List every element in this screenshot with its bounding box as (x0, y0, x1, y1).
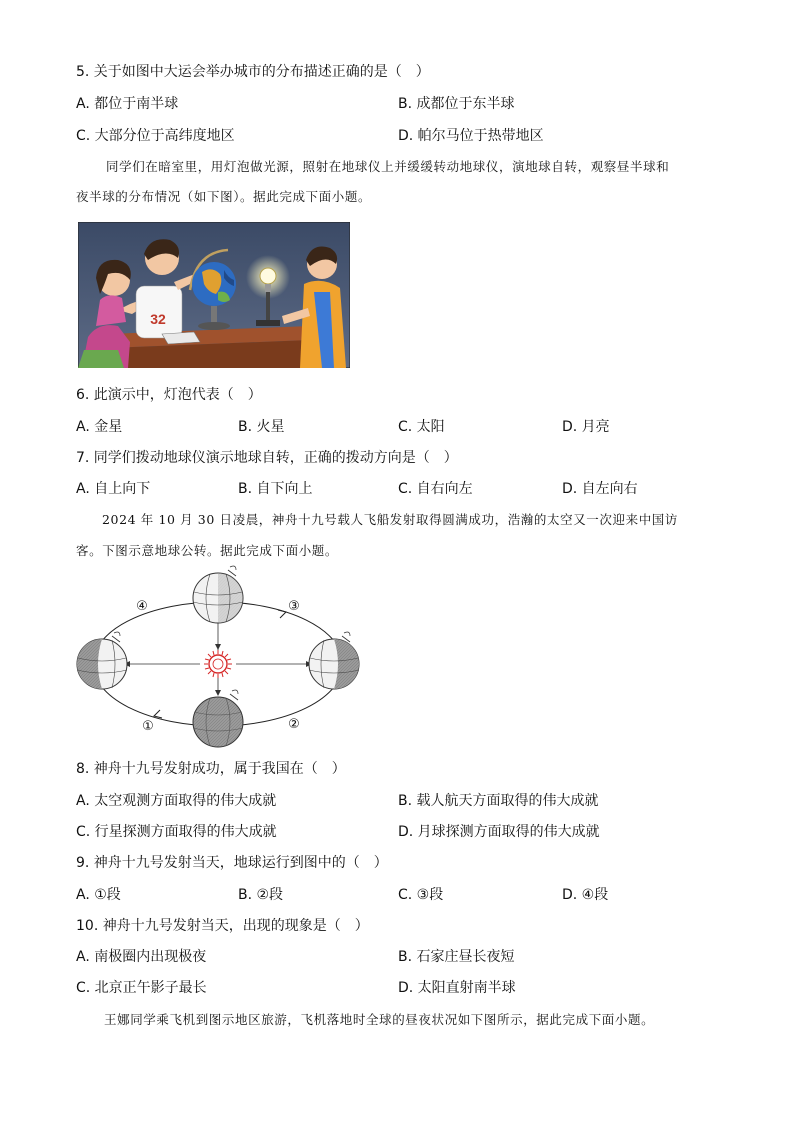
q6-option-c: C. 太阳 (398, 419, 445, 435)
q9-option-d: D. ④段 (562, 887, 609, 903)
earth-top-icon (193, 566, 243, 623)
q5-option-b: B. 成都位于东半球 (398, 96, 515, 112)
earth-bottom-icon (193, 690, 243, 747)
q6-option-d: D. 月亮 (562, 419, 610, 435)
orbit-arrow-icon (154, 710, 162, 718)
q8-option-b: B. 载人航天方面取得的伟大成就 (398, 793, 599, 809)
q6-stem: 6. 此演示中，灯泡代表（ ） (76, 387, 262, 403)
sun-icon (204, 650, 232, 678)
q8-option-a: A. 太空观测方面取得的伟大成就 (76, 793, 277, 809)
q10-option-d: D. 太阳直射南半球 (398, 980, 516, 996)
q5-option-d: D. 帕尔马位于热带地区 (398, 128, 544, 144)
q8-option-d: D. 月球探测方面取得的伟大成就 (398, 824, 600, 840)
q10-option-c: C. 北京正午影子最长 (76, 980, 207, 996)
q9-option-b: B. ②段 (238, 887, 284, 903)
q5-option-c: C. 大部分位于高纬度地区 (76, 128, 235, 144)
q7-option-c: C. 自右向左 (398, 481, 473, 497)
passage2-line1: 2024 年 10 月 30 日凌晨，神舟十九号载人飞船发射取得圆满成功，浩瀚的太空又一次迎来中国访 (102, 512, 678, 527)
q10-option-a: A. 南极圈内出现极夜 (76, 949, 207, 965)
orbit-arrow-icon (278, 610, 286, 618)
segment-label-3: ③ (288, 599, 300, 614)
shirt-number: 32 (150, 311, 166, 327)
earth-left-icon (77, 632, 127, 689)
earth-right-icon (309, 632, 359, 689)
segment-label-2: ② (288, 717, 300, 732)
q9-option-a: A. ①段 (76, 887, 121, 903)
q7-option-b: B. 自下向上 (238, 481, 313, 497)
q10-stem: 10. 神舟十九号发射当天，出现的现象是（ ） (76, 918, 369, 934)
passage1-line1: 同学们在暗室里，用灯泡做光源，照射在地球仪上并缓缓转动地球仪，演地球自转，观察昼半球和 (106, 159, 670, 174)
q6-option-b: B. 火星 (238, 419, 285, 435)
passage3-line1: 王娜同学乘飞机到图示地区旅游，飞机落地时全球的昼夜状况如下图所示，据此完成下面小题。 (104, 1012, 655, 1027)
globe-lamp-illustration (78, 222, 350, 368)
q9-option-c: C. ③段 (398, 887, 444, 903)
segment-label-1: ① (142, 719, 154, 734)
q8-option-c: C. 行星探测方面取得的伟大成就 (76, 824, 277, 840)
passage1-line2: 夜半球的分布情况（如下图）。据此完成下面小题。 (76, 189, 372, 204)
q5-stem: 5. 关于如图中大运会举办城市的分布描述正确的是（ ） (76, 64, 430, 80)
passage2-line2: 客。下图示意地球公转。据此完成下面小题。 (76, 543, 339, 558)
q7-option-a: A. 自上向下 (76, 481, 151, 497)
q10-option-b: B. 石家庄昼长夜短 (398, 949, 515, 965)
segment-label-4: ④ (136, 599, 148, 614)
earth-orbit-diagram (72, 562, 364, 750)
q7-option-d: D. 自左向右 (562, 481, 638, 497)
q7-stem: 7. 同学们拨动地球仪演示地球自转，正确的拨动方向是（ ） (76, 450, 458, 466)
q9-stem: 9. 神舟十九号发射当天，地球运行到图中的（ ） (76, 855, 388, 871)
q8-stem: 8. 神舟十九号发射成功，属于我国在（ ） (76, 761, 346, 777)
q6-option-a: A. 金星 (76, 419, 123, 435)
q5-option-a: A. 都位于南半球 (76, 96, 179, 112)
